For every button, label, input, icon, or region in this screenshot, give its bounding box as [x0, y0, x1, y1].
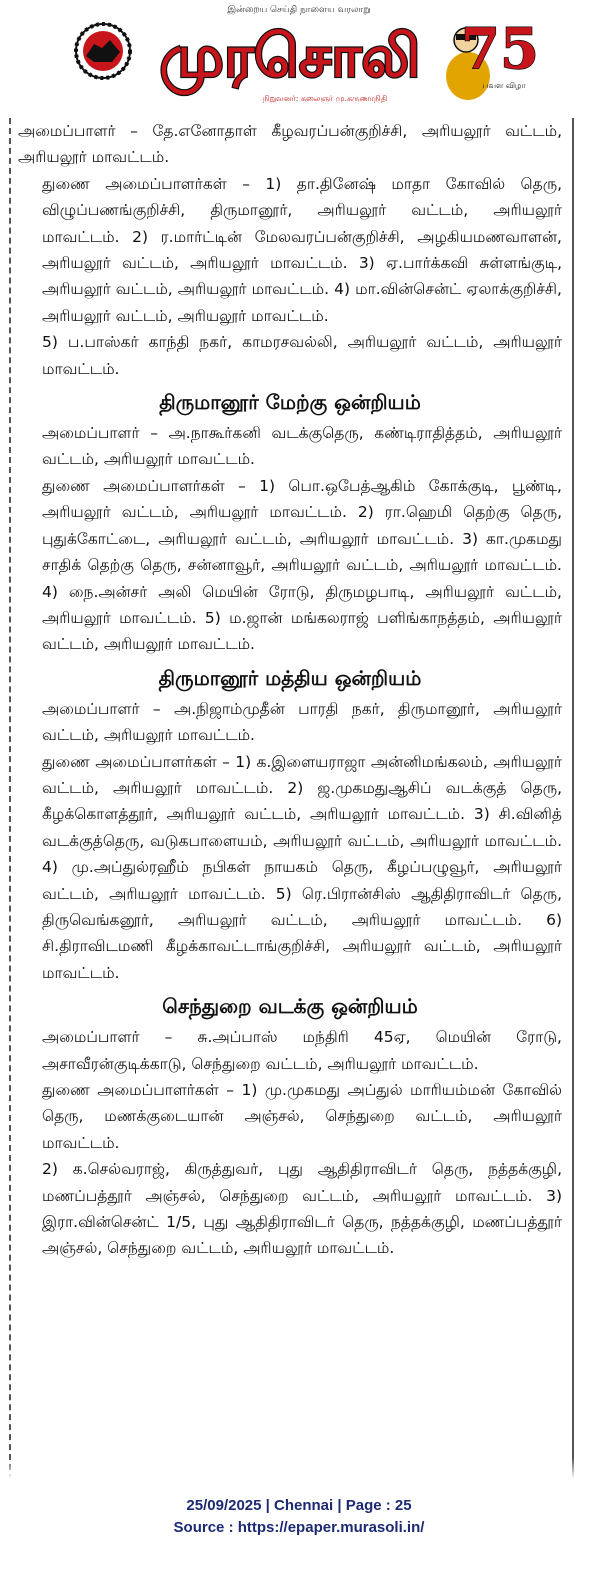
cropped-text-fade [0, 1458, 598, 1488]
masthead-subtitle: நிறுவனர்: கலைஞர் மு.கருணாநிதி [262, 94, 388, 103]
footer [0, 1495, 598, 1539]
dmk-emblem-icon [72, 22, 134, 80]
anniversary-75-badge [430, 6, 539, 106]
article-body [12, 118, 568, 1478]
article-paragraph: துணை அமைப்பாளர்கள் – 1) பொ.ஒபேத்ஆகிம் கோக்குடி, பூண்டி, அரியலூர் வட்டம், அரியலூர் மாவட்டம். 2) ரா.ஹெமி தெற்கு தெரு, புதுக்கோட்டை, அரியலூர் வட்டம், அரியலூர் மாவட்டம். 3) கா.முகமது சாதிக் தெற்கு தெரு, சன்னாவூர், அரியலூர் வட்டம், அரியலூர் மாவட்டம். 4) நை.அன்சர் அலி மெயின் ரோடு, திருமழபாடி, அரியலூர் வட்டம், அரியலூர் மாவட்டம். 5) ம.ஜான் மங்கலராஜ் பளிங்காநத்தம், அரியலூர் வட்டம், அரியலூர் மாவட்டம். [42, 476, 562, 654]
column-border-left [9, 118, 11, 1480]
article-paragraph: துணை அமைப்பாளர்கள் – 1) க.இளையராஜா அன்னிமங்கலம், அரியலூர் வட்டம், அரியலூர் மாவட்டம். 2) ஜ.முகமதுஆசிப் வடக்குத் தெரு, கீழக்கொளத்தூர், அரியலூர் வட்டம், அரியலூர் மாவட்டம். 3) சி.வினித் வடக்குத்தெரு, வடுகபாளையம், அரியலூர் வட்டம், அரியலூர் மாவட்டம். 4) மு.அப்துல்ரஹீம் நபிகள் நாயகம் தெரு, கீழப்பழுவூர், அரியலூர் வட்டம், அரியலூர் மாவட்டம். 5) ரெ.பிரான்சிஸ் ஆதிதிராவிடர் தெரு, திருவெங்கனூர், அரியலூர் வட்டம், அரியலூர் மாவட்டம். 6) சி.திராவிடமணி கீழக்காவட்டாங்குறிச்சி, அரியலூர் வட்டம், அரியலூர் மாவட்டம். [42, 752, 562, 982]
article-paragraph: அமைப்பாளர் – சு.அப்பாஸ் மந்திரி 45ஏ, மெயின் ரோடு, அசாவீரன்குடிக்காடு, செந்துறை வட்டம், அரியலூர் மாவட்டம். [42, 1028, 562, 1073]
masthead-title: முரசொலி [159, 22, 421, 90]
article-paragraph: 5) ப.பாஸ்கர் காந்தி நகர், காமரசவல்லி, அரியலூர் வட்டம், அரியலூர் மாவட்டம். [42, 333, 562, 378]
murasoli-logo [150, 14, 430, 92]
article-paragraph: 2) க.செல்வராஜ், கிருத்துவர், புது ஆதிதிராவிடர் தெரு, நத்தக்குழி, மணப்பத்தூர் அஞ்சல், செந்துறை வட்டம், அரியலூர் மாவட்டம். 3) இரா.வின்சென்ட் 1/5, புது ஆதிதிராவிடர் தெரு, நத்தக்குழி, மணப்பத்தூர் அஞ்சல், செந்துறை வட்டம், அரியலூர் மாவட்டம். [42, 1160, 562, 1258]
badge-text: பவள விழா [482, 81, 526, 90]
badge-number: 75 [461, 16, 539, 82]
article-paragraph: அமைப்பாளர் – அ.நாகூர்கனி வடக்குதெரு, கண்டிராதித்தம், அரியலூர் வட்டம், அரியலூர் மாவட்டம். [42, 424, 562, 469]
section-heading: திருமானூர் மத்திய ஒன்றியம் [158, 665, 422, 690]
article-paragraph: துணை அமைப்பாளர்கள் – 1) மு.முகமது அப்துல் மாரியம்மன் கோவில் தெரு, மணக்குடையான் அஞ்சல், செந்துறை வட்டம், அரியலூர் மாவட்டம். [42, 1081, 562, 1152]
masthead-tagline: இன்றைய செய்தி நாளைய வரலாறு [227, 5, 371, 15]
article-paragraph: அமைப்பாளர் – தே.எனோதாள் கீழவரப்பன்குறிச்சி, அரியலூர் வட்டம், அரியலூர் மாவட்டம். [18, 122, 562, 167]
section-heading: செந்துறை வடக்கு ஒன்றியம் [162, 994, 418, 1019]
section-heading: திருமானூர் மேற்கு ஒன்றியம் [159, 390, 421, 415]
footer-dateline: 25/09/2025 | Chennai | Page : 25 [186, 1497, 412, 1514]
footer-source: Source : https://epaper.murasoli.in/ [173, 1519, 425, 1536]
article-paragraph: அமைப்பாளர் – அ.நிஜாம்முதீன் பாரதி நகர், திருமானூர், அரியலூர் வட்டம், அரியலூர் மாவட்டம். [42, 699, 562, 745]
column-border-right [572, 118, 574, 1480]
article-paragraph: துணை அமைப்பாளர்கள் – 1) தா.தினேஷ் மாதா கோவில் தெரு, விழுப்பணங்குறிச்சி, திருமானூர், அரியலூர் வட்டம், அரியலூர் மாவட்டம். 2) ர.மார்ட்டின் மேலவரப்பன்குறிச்சி, அழகியமணவாளன், அரியலூர் வட்டம், அரியலூர் மாவட்டம். 3) ஏ.பார்க்கவி சுள்ளங்குடி, அரியலூர் வட்டம், அரியலூர் மாவட்டம். 4) மா.வின்சென்ட் ஏலாக்குறிச்சி, அரியலூர் வட்டம், அரியலூர் மாவட்டம். [42, 174, 562, 325]
masthead [0, 0, 598, 112]
